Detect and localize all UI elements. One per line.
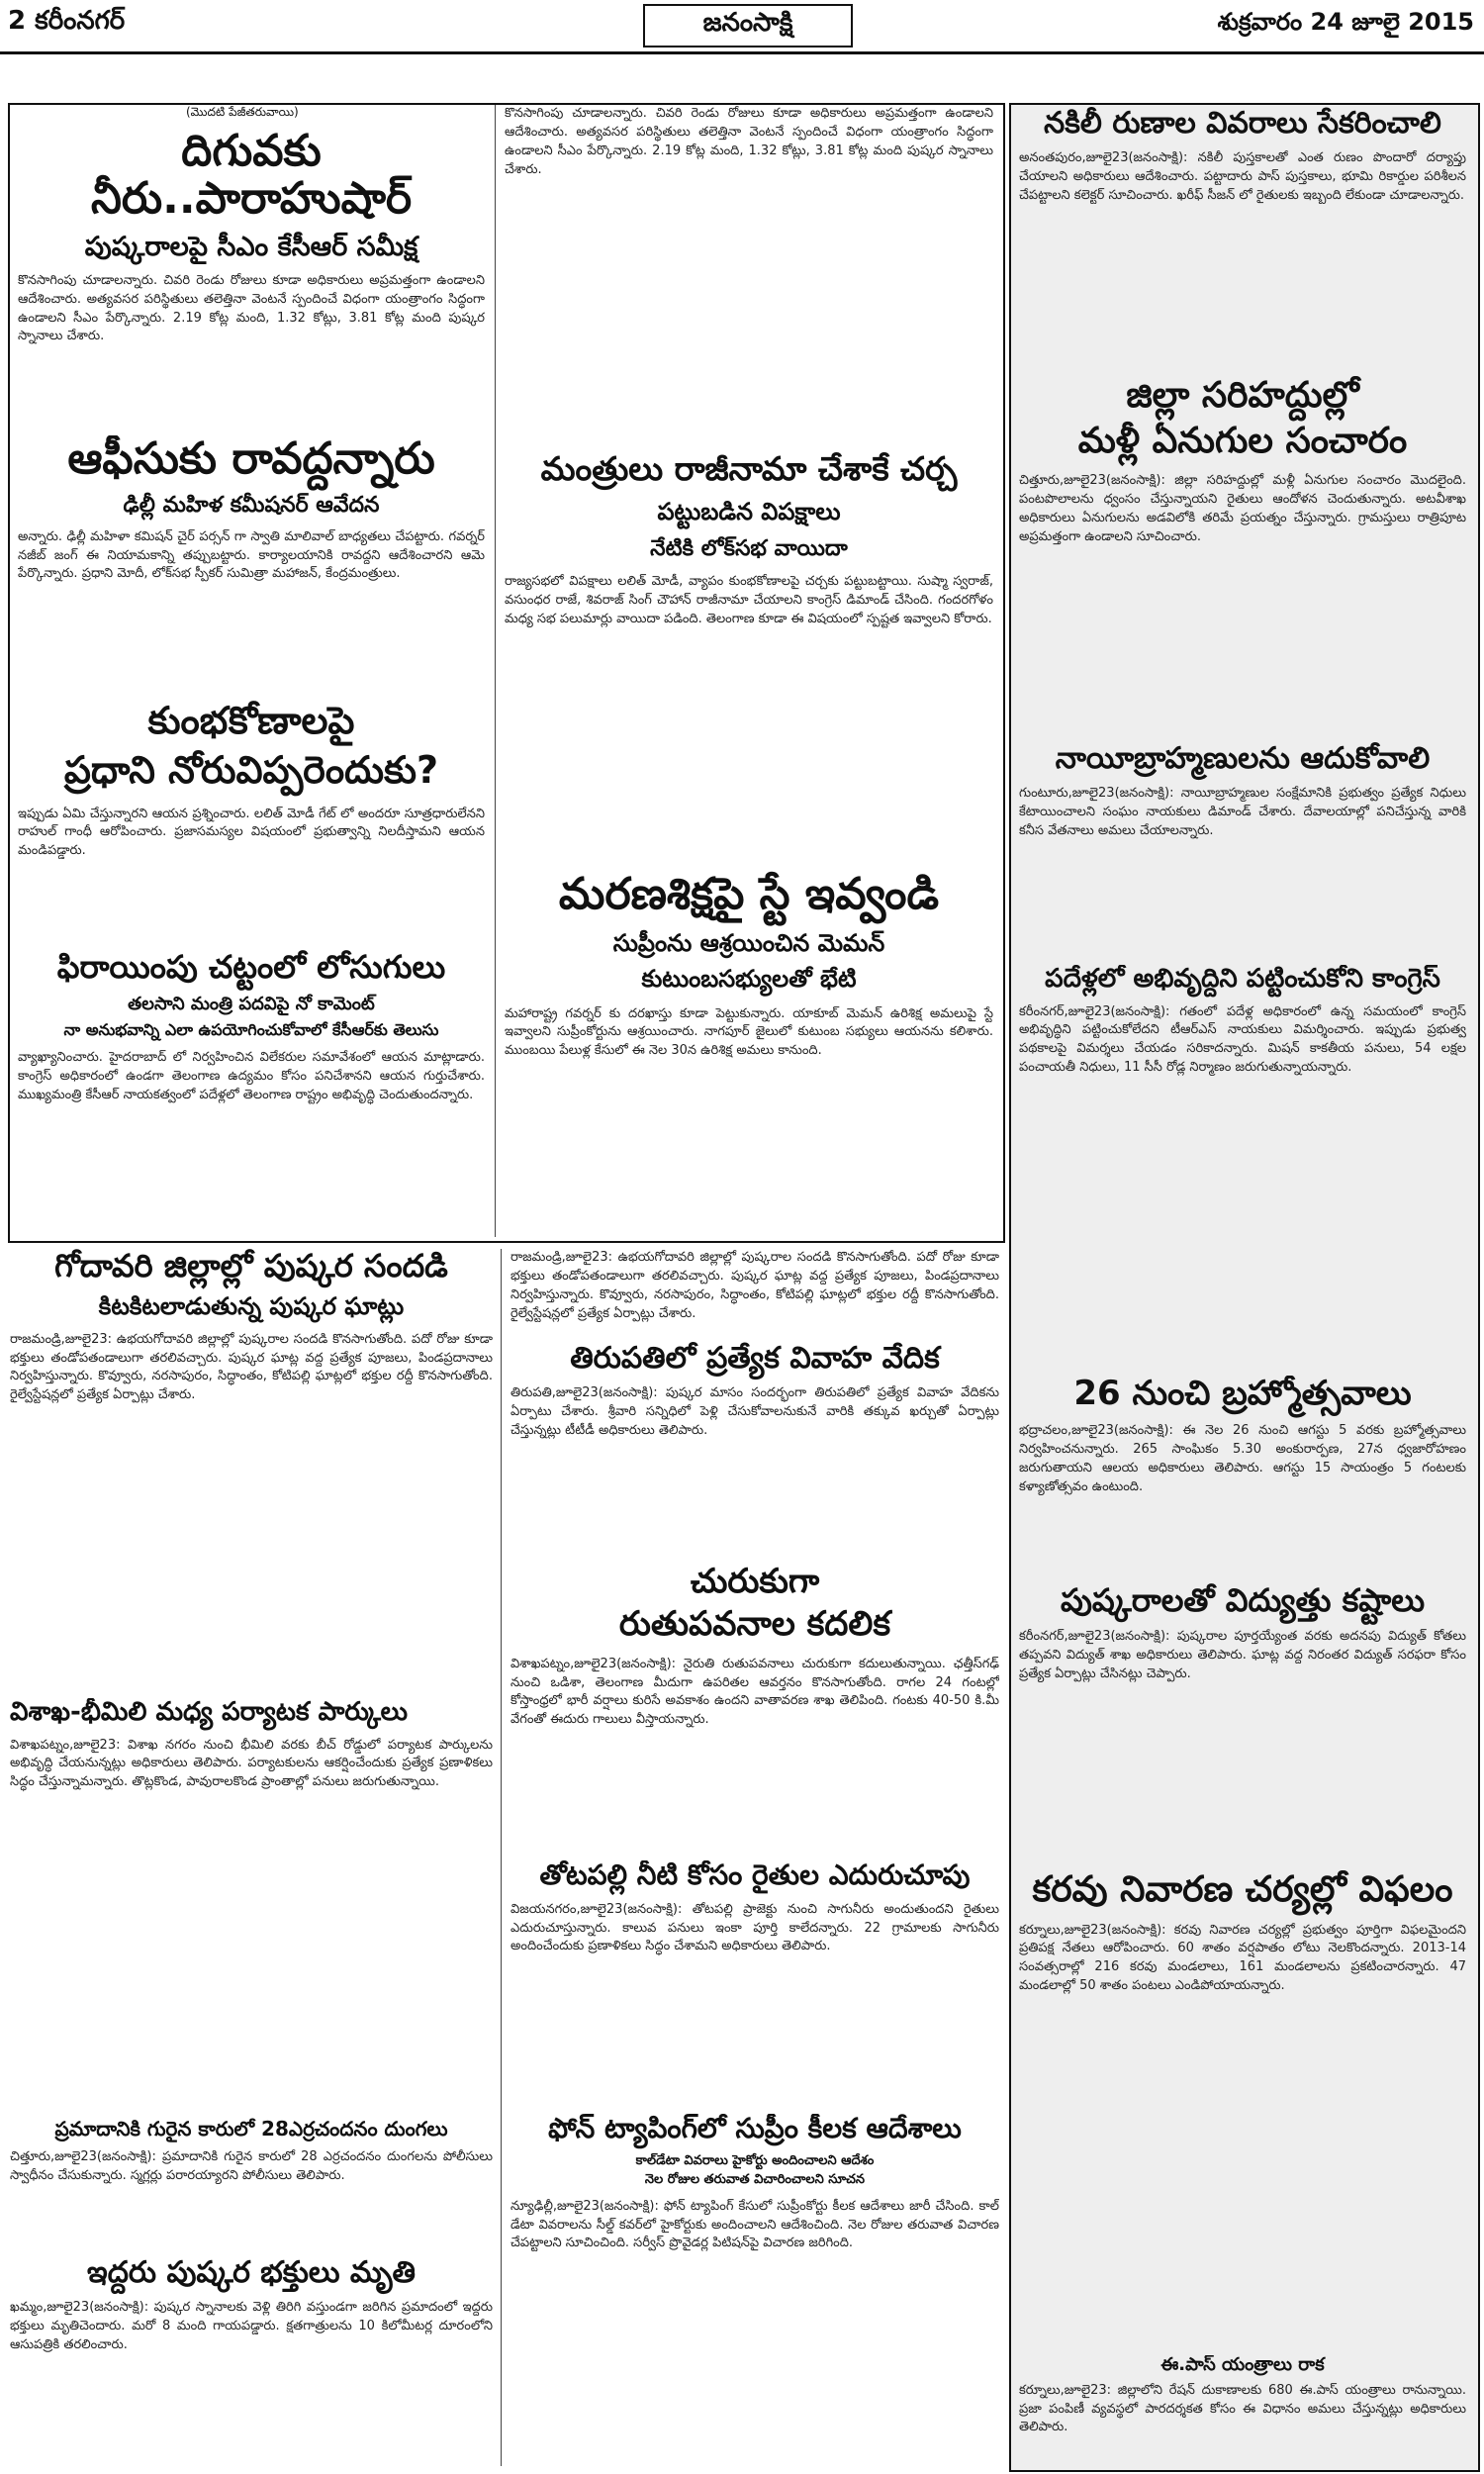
headline: తోటపల్లి నీటి కోసం రైతుల ఎదురుచూపు [539,1860,971,1891]
article-body: కరీంనగర్,జూలై23(జనంసాక్షి): పుష్కరాల పూర్తయ్యేంత వరకు అదనపు విద్యుత్ కోతలు తప్పవని విద్యుత్ శాఖ అధికారులు తెలిపారు. ఘాట్ల వద్ద నిరంతర విద్యుత్ సరఫరా కోసం ప్రత్యేక ఏర్పాట్లు చేసినట్లు చెప్పారు. [1019,1629,1466,1681]
article-body: ఖమ్మం,జూలై23(జనంసాక్షి): పుష్కర స్నానాలకు వెళ్లి తిరిగి వస్తుండగా జరిగిన ప్రమాదంలో ఇద్దరు భక్తులు మృతిచెందారు. మరో 8 మంది గాయపడ్డారు. క్షతగాత్రులను 10 కిలోమీటర్ల దూరంలోని ఆసుపత్రికి తరలించారు. [10,2300,493,2352]
column-divider [501,1249,502,2466]
headline: ఫిరాయింపు చట్టంలో లోసుగులు [56,950,446,986]
article-brahmotsavam [1019,1376,1466,1573]
article-body: చిత్తూరు,జూలై23(జనంసాక్షి): ప్రమాదానికి గురైన కారులో 28 ఎర్రచందనం దుంగలను పోలీసులు స్వాధీనం చేసుకున్నారు. స్మగ్లర్లు పరారయ్యారని పోలీసులు తెలిపారు. [10,2149,493,2183]
headline: నాయీబ్రాహ్మణులను ఆదుకోవాలి [1055,742,1431,776]
article-memon-stay [505,871,993,1237]
article-body: అన్నారు. ఢిల్లీ మహిళా కమిషన్ చైర్ పర్సన్ గా స్వాతి మాలివాల్ బాధ్యతలు చేపట్టారు. గవర్నర్ నజీబ్ జంగ్ ఈ నియామకాన్ని తప్పుబట్టారు. కార్యాలయానికి రావద్దని ఆదేశించారని ఆమె పేర్కొన్నారు. ప్రధాని మోదీ, లోక్‌సభ స్పీకర్ సుమిత్రా మహాజన్, కేంద్రమంత్రులు. [18,528,485,582]
headline: విశాఖ-భీమిలి మధ్య పర్యాటక పార్కులు [10,1698,409,1727]
subhead: పుష్కరాలపై సీఎం కేసీఆర్ సమీక్ష [84,231,418,262]
subhead-1: సుప్రీంను ఆశ్రయించిన మెమన్ [612,929,885,958]
subhead-2: నెల రోజుల తరువాత విచారించాలని సూచన [644,2171,866,2187]
masthead [0,0,1484,54]
logo: జనంసాక్షి [643,4,853,48]
subhead-2: నేటికి లోక్‌సభ వాయిదా [650,535,848,561]
article-devotees-death [10,2256,493,2466]
headline: పుష్కరాలతో విద్యుత్తు కష్టాలు [1060,1583,1426,1619]
article-body: మహారాష్ట్ర గవర్నర్ కు దరఖాస్తు కూడా పెట్టుకున్నారు. యాకూబ్ మెమన్ ఉరిశిక్ష అమలుపై స్టే ఇవ్వాలని సుప్రీంకోర్టును ఆశ్రయించారు. నాగపూర్ జైలులో కుటుంబ సభ్యులు ఆయనను కలిశారు. ముంబయి పేలుళ్ల కేసులో ఈ నెల 30న ఉరిశిక్ష అమలు కానుంది. [505,1005,993,1059]
article-body: రాజమండ్రి,జూలై23: ఉభయగోదావరి జిల్లాల్లో పుష్కరాల సందడి కొనసాగుతోంది. పదో రోజు కూడా భక్తులు తండోపతండాలుగా తరలివచ్చారు. పుష్కర ఘాట్ల వద్ద ప్రత్యేక పూజలు, పిండప్రదానాలు నిర్వహిస్తున్నారు. కొవ్వూరు, నరసాపురం, సిద్ధాంతం, కోటిపల్లి ఘాట్లలో భక్తుల రద్దీ కొనసాగుతోంది. రైల్వేస్టేషన్లలో ప్రత్యేక ఏర్పాట్లు చేశారు. [10,1331,493,1403]
headline: కరవు నివారణ చర్యల్లో విఫలం [1032,1870,1453,1910]
article-body: గుంటూరు,జూలై23(జనంసాక్షి): నాయీబ్రాహ్మణుల సంక్షేమానికి ప్రభుత్వం ప్రత్యేక నిధులు కేటాయించాలని సంఘం నాయకులు డిమాండ్ చేశారు. దేవాలయాల్లో పనిచేస్తున్న వారికి కనీస వేతనాలు అమలు చేయాలన్నారు. [1019,786,1466,838]
headline: గోదావరి జిల్లాల్లో పుష్కర సందడి [54,1249,448,1285]
headline: ఆఫీసుకు రావద్దన్నారు [67,435,435,484]
column-divider [495,105,496,1237]
subhead: ఢిల్లీ మహిళ కమీషనర్ ఆవేదన [123,493,380,519]
article-thotapalli-water [510,1860,999,2108]
article-body: విశాఖపట్నం,జూలై23(జనంసాక్షి): నైరుతి రుతుపవనాలు చురుకుగా కదులుతున్నాయి. ఛత్తీస్‌గఢ్ నుంచి ఒడిశా, తెలంగాణ మీదుగా ఉపరితల ఆవర్తనం కొనసాగుతోంది. రాగల 24 గంటల్లో కోస్తాంధ్రలో భారీ వర్షాలు కురిసే అవకాశం ఉందని వాతావరణ శాఖ తెలిపింది. గంటకు 40-50 కి.మీ వేగంతో ఈదురు గాలులు వీస్తాయన్నారు. [510,1656,999,1728]
page-number-section: 2 కరీంనగర్ [8,6,126,36]
subhead-1: తలసాని మంత్రి పదవిపై నో కామెంట్ [128,994,375,1015]
continued-text [510,1249,999,1338]
article-delhi-commission [18,435,485,693]
continued-tag: (మొదటి పేజీతరువాయి) [186,105,299,119]
headline-line-1: జిల్లా సరిహద్దుల్లో [1126,376,1359,416]
article-body: కర్నూలు,జూలై23(జనంసాక్షి): కరవు నివారణ చర్యల్లో ప్రభుత్వం పూర్తిగా విఫలమైందని ప్రతిపక్ష నేతలు ఆరోపించారు. 60 శాతం వర్షపాతం లోటు నెలకొందన్నారు. 2013-14 సంవత్సరాల్లో 216 కరవు మండలాలు, 161 మండలాలను ప్రకటించారన్నారు. 47 మండలాల్లో 50 శాతం పంటలు ఎండిపోయాయన్నారు. [1019,1922,1466,1994]
article-power-woes [1019,1583,1466,1831]
headline: ప్రమాదానికి గురైన కారులో 28ఎర్రచందనం దుంగలు [54,2118,448,2141]
subhead-2: కుటుంబసభ్యులతో భేటి [641,964,857,993]
article-body: వ్యాఖ్యానించారు. హైదరాబాద్ లో నిర్వహించిన విలేకరుల సమావేశంలో ఆయన మాట్లాడారు. కాంగ్రెస్ అధికారంలో ఉండగా తెలంగాణ ఉద్యమం కోసం పనిచేశానని ఆయన గుర్తుచేశారు. ముఖ్యమంత్రి కేసీఆర్ నాయకత్వంలో పదేళ్లలో తెలంగాణ రాష్ట్రం అభివృద్ధి చెందుతుందన్నారు. [18,1050,485,1102]
headline: ఈ.పాస్ యంత్రాలు రాక [1160,2355,1325,2375]
article-epos-machines [1019,2355,1466,2464]
article-nayee-brahmins [1019,742,1466,960]
headline-line-1: కుంభకోణాలపై [147,701,355,742]
article-body: కరీంనగర్,జూలై23(జనంసాక్షి): గతంలో పదేళ్ల అధికారంలో ఉన్న సమయంలో కాంగ్రెస్ అభివృద్ధిని పట్టించుకోలేదని టీఆర్ఎస్ నాయకులు విమర్శించారు. ఇప్పుడు ప్రభుత్వ పథకాలపై విమర్శలు చేయడం సరికాదన్నారు. మిషన్ కాకతీయ పనులు, 54 లక్షల పంచాయతీ నిధులు, 11 సీసీ రోడ్ల నిర్మాణం జరుగుతున్నాయన్నారు. [1019,1003,1466,1076]
subhead-1: పట్టుబడిన విపక్షాలు [657,498,841,526]
article-phone-tapping [510,2114,999,2466]
article-body: న్యూఢిల్లీ,జూలై23(జనంసాక్షి): ఫోన్ ట్యాపింగ్ కేసులో సుప్రీంకోర్టు కీలక ఆదేశాలు జారీ చేసింది. కాల్ డేటా వివరాలను సీల్డ్ కవర్‌లో హైకోర్టుకు అందించాలని ఆదేశించింది. నెల రోజుల తరువాత విచారణ చేపట్టాలని సూచించింది. సర్వీస్ ప్రొవైడర్ల పిటిషన్‌పై విచారణ జరిగింది. [510,2198,999,2251]
headline: మంత్రులు రాజీనామా చేశాకే చర్చ [540,449,958,488]
headline: మరణశిక్షపై స్టే ఇవ్వండి [558,871,940,919]
article-body: విశాఖపట్నం,జూలై23: విశాఖ నగరం నుంచి భీమిలి వరకు బీచ్ రోడ్డులో పర్యాటక పార్కులను అభివృద్ధి చేయనున్నట్లు అధికారులు తెలిపారు. పర్యాటకులను ఆకర్షించేందుకు ప్రత్యేక ప్రణాళికలు సిద్ధం చేస్తున్నామన్నారు. తొట్లకొండ, పావురాలకొండ ప్రాంతాల్లో పనులు జరుగుతున్నాయి. [10,1737,493,1790]
article-scams-pm [18,701,485,938]
article-body: భద్రాచలం,జూలై23(జనంసాక్షి): ఈ నెల 26 నుంచి ఆగస్టు 5 వరకు బ్రహ్మోత్సవాలు నిర్వహించనున్నారు. 265 సాంఘికం 5.30 అంకురార్పణ, 27న ధ్వజారోహణం జరుగుతాయని ఆలయ అధికారులు తెలిపారు. ఆగస్టు 15 సాయంత్రం 5 గంటలకు కళ్యాణోత్సవం ఉంటుంది. [1019,1423,1466,1494]
headline: తిరుపతిలో ప్రత్యేక వివాహ వేదిక [570,1342,940,1376]
headline-line-1: చురుకుగా [690,1564,820,1601]
article-defection-law [18,950,485,1237]
article-fake-loans [1019,107,1466,374]
article-ministers-resign [505,105,993,817]
subhead: కిటకిటలాడుతున్న పుష్కర ఘాట్లు [98,1292,405,1321]
article-vizag-parks [10,1698,493,2114]
headline: దిగువకు నీరు..పారాహుషార్ [90,126,413,225]
article-body: అనంతపురం,జూలై23(జనంసాక్షి): నకిలీ పుస్తకాలతో ఎంత రుణం పొందారో దర్యాప్తు చేయాలని అధికారులు ఆదేశించారు. పట్టాదారు పాస్ పుస్తకాలు, భూమి రికార్డుల పరిశీలన చేపట్టాలని కలెక్టర్ సూచించారు. ఖరీఫ్ సీజన్ లో రైతులకు ఇబ్బంది లేకుండా చూడాలన్నారు. [1019,150,1466,203]
continued-body: కొనసాగింపు చూడాలన్నారు. చివరి రెండు రోజులు కూడా అధికారులు అప్రమత్తంగా ఉండాలని ఆదేశించారు. అత్యవసర పరిస్థితులు తలెత్తినా వెంటనే స్పందించే విధంగా యంత్రాంగం సిద్ధంగా ఉండాలని సీఎం పేర్కొన్నారు. 2.19 కోట్ల మంది, 1.32 కోట్లు, 3.81 కోట్ల మంది పుష్కర స్నానాలు చేశారు. [505,106,993,177]
article-body: కొనసాగింపు చూడాలన్నారు. చివరి రెండు రోజులు కూడా అధికారులు అప్రమత్తంగా ఉండాలని ఆదేశించారు. అత్యవసర పరిస్థితులు తలెత్తినా వెంటనే స్పందించే విధంగా యంత్రాంగం సిద్ధంగా ఉండాలని సీఎం పేర్కొన్నారు. 2.19 కోట్ల మంది, 1.32 కోట్లు, 3.81 కోట్ల మంది పుష్కర స్నానాలు చేశారు. [18,272,485,344]
headline: ఇద్దరు పుష్కర భక్తులు మృతి [87,2256,416,2290]
headline: 26 నుంచి బ్రహ్మోత్సవాలు [1073,1376,1412,1413]
article-body: తిరుపతి,జూలై23(జనంసాక్షి): పుష్కర మాసం సందర్భంగా తిరుపతిలో ప్రత్యేక వివాహ వేదికను ఏర్పాటు చేశారు. శ్రీవారి సన్నిధిలో పెళ్లి చేసుకోవాలనుకునే వారికి తక్కువ ఖర్చుతో ఏర్పాట్లు చేస్తున్నట్లు టీటీడీ అధికారులు తెలిపారు. [510,1385,999,1438]
article-monsoon [510,1564,999,1860]
article-red-sanders [10,2118,493,2246]
continued-body: రాజమండ్రి,జూలై23: ఉభయగోదావరి జిల్లాల్లో పుష్కరాల సందడి కొనసాగుతోంది. పదో రోజు కూడా భక్తులు తండోపతండాలుగా తరలివచ్చారు. పుష్కర ఘాట్ల వద్ద ప్రత్యేక పూజలు, పిండప్రదానాలు నిర్వహిస్తున్నారు. కొవ్వూరు, నరసాపురం, సిద్ధాంతం, కోటిపల్లి ఘాట్లలో భక్తుల రద్దీ కొనసాగుతోంది. రైల్వేస్టేషన్లలో ప్రత్యేక ఏర్పాట్లు చేశారు. [510,1250,999,1321]
date: శుక్రవారం 24 జూలై 2015 [1217,8,1474,36]
headline-line-2: మళ్లీ ఏనుగుల సంచారం [1077,420,1408,461]
headline-line-2: ప్రధాని నోరువిప్పరెందుకు? [63,747,439,792]
article-body: చిత్తూరు,జూలై23(జనంసాక్షి): జిల్లా సరిహద్దుల్లో మళ్లీ ఏనుగుల సంచారం మొదలైంది. పంటపొలాలను ధ్వంసం చేస్తున్నాయని రైతులు ఆందోళన చెందుతున్నారు. అటవీశాఖ అధికారులు ఏనుగులను అడవిలోకి తరిమే ప్రయత్నం చేస్తున్నారు. గ్రామస్తులు రాత్రిపూట అప్రమత్తంగా ఉండాలని సూచించారు. [1019,473,1466,544]
article-body: విజయనగరం,జూలై23(జనంసాక్షి): తోటపల్లి ప్రాజెక్టు నుంచి సాగునీరు అందుతుందని రైతులు ఎదురుచూస్తున్నారు. కాలువ పనులు ఇంకా పూర్తి కాలేదన్నారు. 22 గ్రామాలకు సాగునీరు అందించేందుకు ప్రణాళికలు సిద్ధం చేశామని అధికారులు తెలిపారు. [510,1901,999,1954]
article-reservoir-alert [18,105,485,431]
article-tirupati-wedding [510,1342,999,1560]
subhead-1: కాల్‌డేటా వివరాలు హైకోర్టు అందించాలని ఆదేశం [635,2152,875,2168]
headline: పదేళ్లలో అభివృద్దిని పట్టించుకోని కాంగ్రెస్ [1045,965,1440,994]
article-body: రాజ్యసభలో విపక్షాలు లలిత్ మోడీ, వ్యాపం కుంభకోణాలపై చర్చకు పట్టుబట్టాయి. సుష్మా స్వరాజ్, వసుంధర రాజే, శివరాజ్ సింగ్ చౌహాన్ రాజీనామా చేయాలని కాంగ్రెస్ డిమాండ్ చేసింది. గందరగోళం మధ్య సభ పలుమార్లు వాయిదా పడింది. తెలంగాణ కూడా ఈ విషయంలో స్పష్టత ఇవ్వాలని కోరారు. [505,574,993,626]
article-congress-development [1019,965,1466,1361]
article-body: ఇప్పుడు ఏమి చేస్తున్నారని ఆయన ప్రశ్నించారు. లలిత్ మోడీ గేట్ లో అందరూ సూత్రధారులేనని రాహుల్ గాంధీ ఆరోపించారు. ప్రజాసమస్యల విషయంలో ప్రభుత్వాన్ని నిలదీస్తామని ఆయన మండిపడ్డారు. [18,806,485,859]
article-drought-failure [1019,1870,1466,2266]
article-body: కర్నూలు,జూలై23: జిల్లాలోని రేషన్ దుకాణాలకు 680 ఈ.పాస్ యంత్రాలు రానున్నాయి. ప్రజా పంపిణీ వ్యవస్థలో పారదర్శకత కోసం ఈ విధానం అమలు చేస్తున్నట్లు అధికారులు తెలిపారు. [1019,2382,1466,2435]
headline: నకిలీ రుణాల వివరాలు సేకరించాలి [1044,107,1441,141]
article-godavari-pushkar [10,1249,493,1684]
headline: ఫోన్ ట్యాపింగ్‌లో సుప్రీం కీలక ఆదేశాలు [548,2114,962,2144]
headline-line-2: రుతుపవనాల కదలిక [618,1604,891,1645]
subhead-2: నా అనుభవాన్ని ఎలా ఉపయోగించుకోవాలో కేసీఆర్‌కు తెలుసు [63,1019,439,1039]
article-elephants [1019,376,1466,732]
